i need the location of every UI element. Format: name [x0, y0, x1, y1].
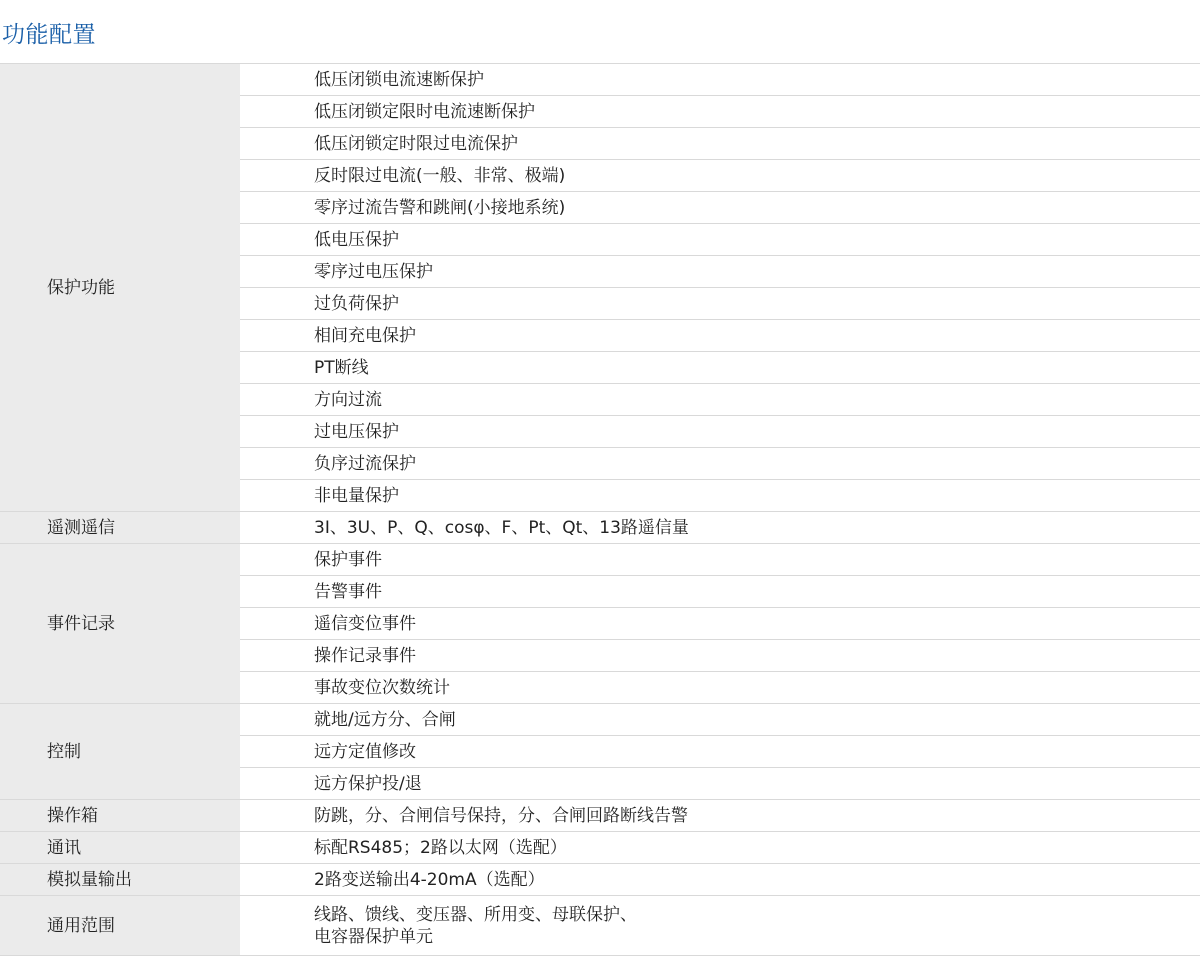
- table-row: [0, 512, 1200, 544]
- feature-cell: 低压闭锁电流速断保护: [240, 64, 1200, 96]
- feature-line: 线路、馈线、变压器、所用变、母联保护、: [314, 904, 637, 925]
- feature-cell: 保护事件: [240, 544, 1200, 576]
- category-cell: 保护功能: [0, 64, 240, 512]
- feature-cell: 零序过电压保护: [240, 256, 1200, 288]
- feature-cell: 操作记录事件: [240, 640, 1200, 672]
- feature-cell: 非电量保护: [240, 480, 1200, 512]
- table-row: [0, 64, 1200, 96]
- feature-cell: 标配RS485；2路以太网（选配）: [240, 832, 1200, 864]
- category-cell: 通讯: [0, 832, 240, 864]
- table-row: [0, 864, 1200, 896]
- feature-cell: 远方保护投/退: [240, 768, 1200, 800]
- feature-cell: 防跳，分、合闸信号保持，分、合闸回路断线告警: [240, 800, 1200, 832]
- feature-cell: 过电压保护: [240, 416, 1200, 448]
- category-cell: 操作箱: [0, 800, 240, 832]
- feature-cell: 相间充电保护: [240, 320, 1200, 352]
- feature-cell: 告警事件: [240, 576, 1200, 608]
- feature-cell: 负序过流保护: [240, 448, 1200, 480]
- feature-cell: PT断线: [240, 352, 1200, 384]
- feature-cell: 反时限过电流(一般、非常、极端): [240, 160, 1200, 192]
- feature-cell: 低电压保护: [240, 224, 1200, 256]
- category-cell: 事件记录: [0, 544, 240, 704]
- table-row: [0, 896, 1200, 956]
- table-row: [0, 704, 1200, 736]
- feature-cell: [240, 896, 1200, 956]
- category-cell: 遥测遥信: [0, 512, 240, 544]
- function-config-table: [0, 63, 1200, 956]
- feature-line: 电容器保护单元: [314, 926, 433, 947]
- page-title: 功能配置: [2, 22, 96, 48]
- feature-cell: 过负荷保护: [240, 288, 1200, 320]
- category-cell: 通用范围: [0, 896, 240, 956]
- feature-cell: 低压闭锁定限时电流速断保护: [240, 96, 1200, 128]
- category-cell: 模拟量输出: [0, 864, 240, 896]
- feature-cell: 遥信变位事件: [240, 608, 1200, 640]
- feature-cell: 2路变送输出4-20mA（选配）: [240, 864, 1200, 896]
- table-row: [0, 832, 1200, 864]
- feature-cell: 就地/远方分、合闸: [240, 704, 1200, 736]
- table-row: [0, 800, 1200, 832]
- table-row: [0, 544, 1200, 576]
- feature-cell: 零序过流告警和跳闸(小接地系统): [240, 192, 1200, 224]
- feature-cell: 低压闭锁定时限过电流保护: [240, 128, 1200, 160]
- feature-cell: 远方定值修改: [240, 736, 1200, 768]
- feature-cell: 3I、3U、P、Q、cosφ、F、Pt、Qt、13路遥信量: [240, 512, 1200, 544]
- feature-cell: 事故变位次数统计: [240, 672, 1200, 704]
- feature-cell: 方向过流: [240, 384, 1200, 416]
- category-cell: 控制: [0, 704, 240, 800]
